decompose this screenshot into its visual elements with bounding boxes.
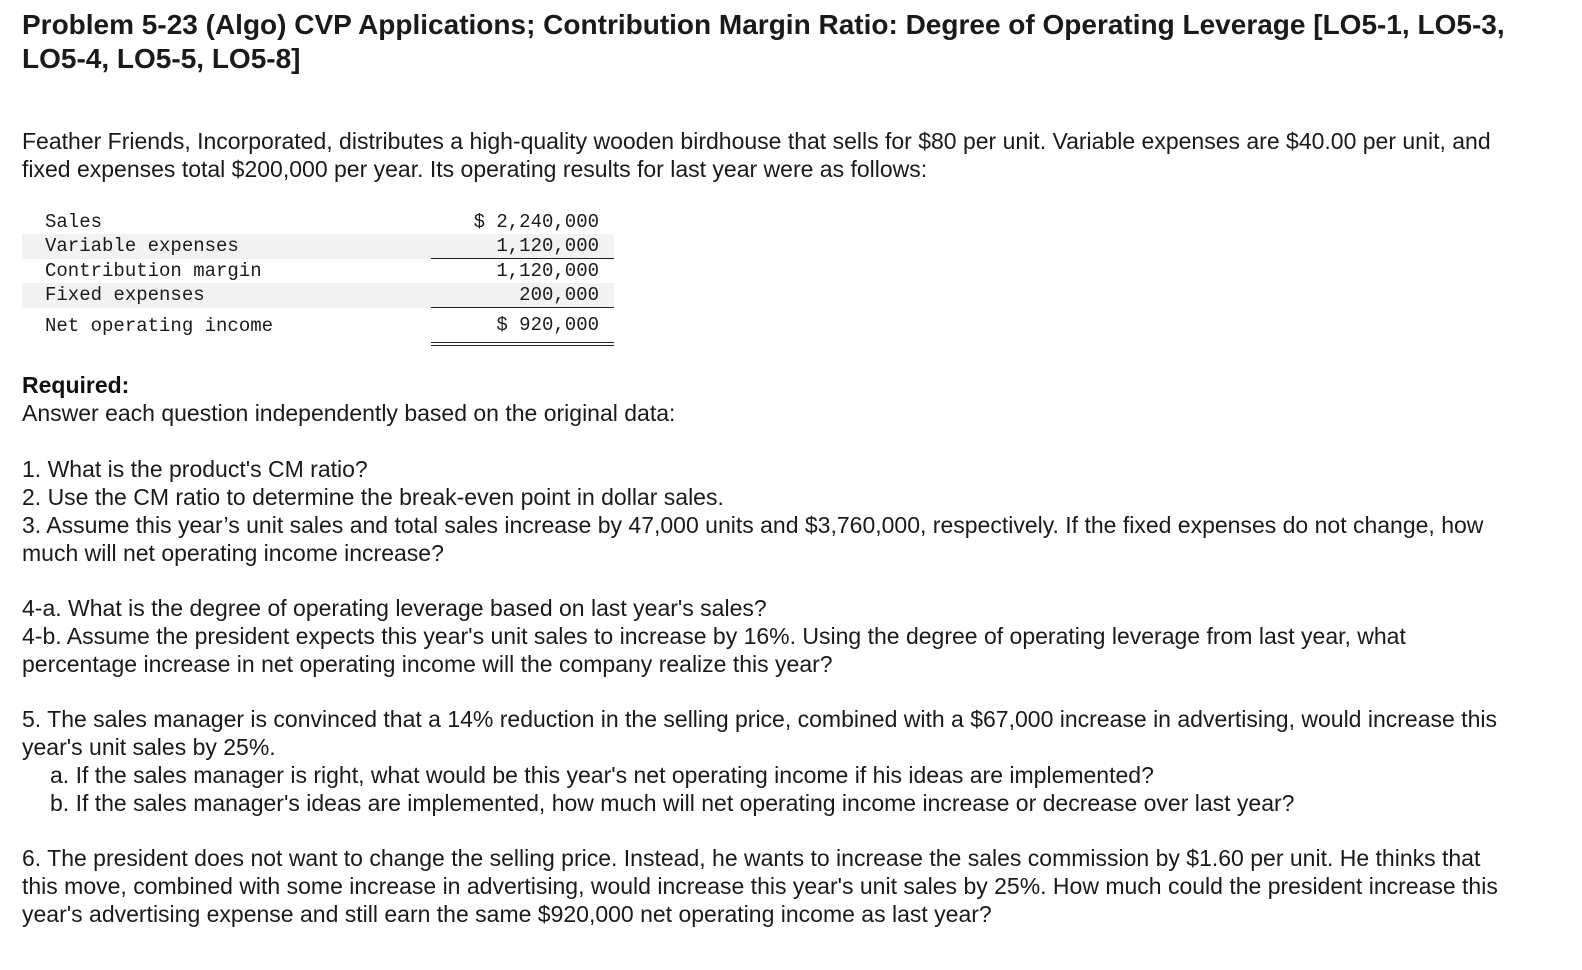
row-amount: 200,000 [431, 283, 614, 308]
question-5a: a. If the sales manager is right, what would be this year's net operating income if his ideas are implemented? [50, 762, 1154, 788]
table-row-net-operating-income [22, 308, 614, 345]
income-statement-table [22, 210, 614, 346]
required-heading: Required: [22, 372, 130, 398]
row-amount: 1,120,000 [496, 260, 599, 282]
row-label: Fixed expenses [22, 283, 408, 308]
question-2: 2. Use the CM ratio to determine the break-even point in dollar sales. [22, 484, 724, 510]
question-4a: 4-a. What is the degree of operating leverage based on last year's sales? [22, 595, 767, 621]
table-row-sales [22, 210, 614, 234]
question-5b: b. If the sales manager's ideas are implemented, how much will net operating income increase or decrease over last year? [50, 790, 1295, 816]
required-instructions: Answer each question independently based on the original data: [22, 400, 676, 426]
question-5: 5. The sales manager is convinced that a 14% reduction in the selling price, combined with a $67,000 increase in advertising, would increase this year's unit sales by 25%. [22, 706, 1497, 760]
question-4b: 4-b. Assume the president expects this year's unit sales to increase by 16%. Using the degree of operating leverage from last year, what percentage increase in net operating income will the company realize this year? [22, 623, 1406, 677]
row-amount: 1,120,000 [431, 234, 614, 259]
problem-intro: Feather Friends, Incorporated, distributes a high-quality wooden birdhouse that sells for $80 per unit. Variable expenses are $40.00 per unit, and fixed expenses total $200,000 per year. Its operating results for last year were as follows: [22, 128, 1491, 182]
question-3: 3. Assume this year’s unit sales and total sales increase by 47,000 units and $3,760,000, respectively. If the fixed expenses do not change, how much will net operating income increase? [22, 512, 1484, 566]
row-label: Contribution margin [45, 259, 262, 282]
table-row-variable-expenses [22, 234, 614, 259]
question-6: 6. The president does not want to change the selling price. Instead, he wants to increase the sales commission by $1.60 per unit. He thinks that this move, combined with some increase in advertising, would increase this year's unit sales by 25%. How much could the president increase this year's advertising expense and still earn the same $920,000 net operating income as last year? [22, 845, 1498, 927]
row-amount: $ 920,000 [431, 308, 614, 345]
row-label: Variable expenses [22, 234, 408, 259]
table-row-fixed-expenses [22, 283, 614, 308]
row-label: Net operating income [45, 314, 274, 337]
row-label: Sales [45, 211, 103, 233]
problem-title: Problem 5-23 (Algo) CVP Applications; Contribution Margin Ratio: Degree of Operating Leverage [LO5-1, LO5-3, LO5-4, LO5-5, LO5-8] [22, 9, 1505, 74]
row-amount: $ 2,240,000 [473, 211, 599, 233]
table-row-contribution-margin [22, 259, 614, 284]
question-1: 1. What is the product's CM ratio? [22, 456, 368, 482]
